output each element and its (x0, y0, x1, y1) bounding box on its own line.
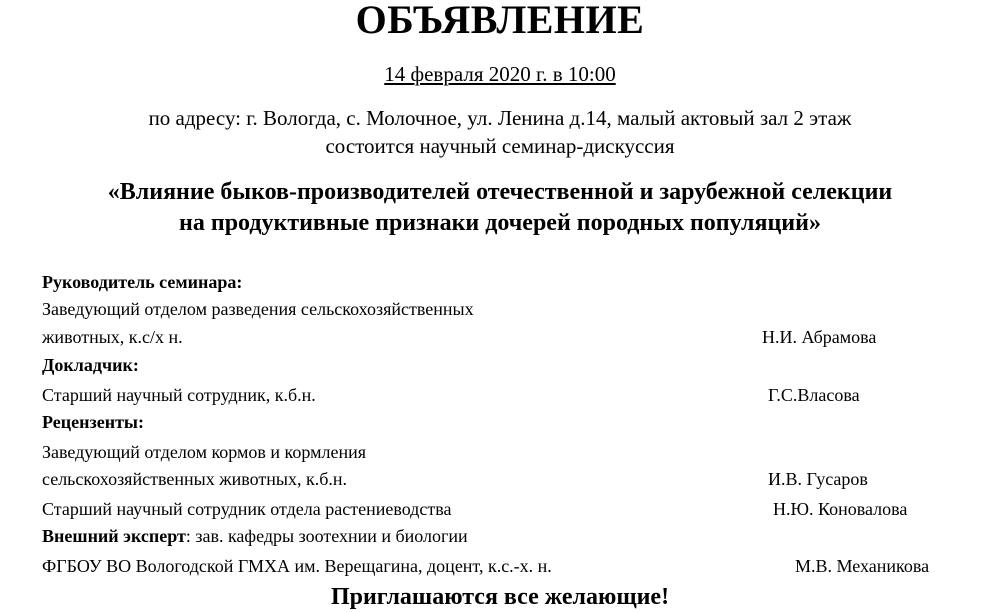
external-expert-name: М.В. Механикова (795, 556, 930, 576)
external-expert (42, 524, 468, 548)
seminar-head-position-2: животных, к.с/х н. (42, 327, 183, 347)
external-expert-position-2: ФГБОУ ВО Вологодской ГМХА им. Верещагина, доцент, к.с.-х. н. (42, 556, 552, 576)
invitation-footer: Приглашаются все желающие! (330, 584, 670, 610)
announcement-title: ОБЪЯВЛЕНИЕ (355, 0, 645, 42)
theme-line-1: «Влияние быков-производителей отечественной и зарубежной селекции (107, 179, 893, 205)
speaker-label: Докладчик: (42, 355, 139, 375)
reviewer-2-position: Старший научный сотрудник отдела растениеводства (42, 499, 452, 519)
external-expert-label: Внешний эксперт (42, 526, 186, 546)
theme-line-2: на продуктивные признаки дочерей породных популяций» (179, 210, 821, 236)
reviewers-label: Рецензенты: (42, 412, 144, 432)
event-date: 14 февраля 2020 г. в 10:00 (384, 62, 616, 86)
reviewer-2-name: Н.Ю. Коновалова (773, 499, 908, 519)
external-expert-position-1: : зав. кафедры зоотехнии и биологии (185, 526, 468, 546)
address-line: по адресу: г. Вологда, с. Молочное, ул. Ленина д.14, малый актовый зал 2 этаж (148, 106, 852, 130)
event-type-line: состоится научный семинар-дискуссия (325, 134, 675, 158)
reviewer-1-position-1: Заведующий отделом кормов и кормления (42, 442, 366, 462)
seminar-theme (0, 177, 1000, 239)
seminar-head-label: Руководитель семинара: (42, 272, 243, 292)
reviewer-1-name: И.В. Гусаров (768, 469, 868, 489)
speaker-name: Г.С.Власова (768, 385, 860, 405)
speaker-position: Старший научный сотрудник, к.б.н. (42, 385, 316, 405)
event-address (0, 104, 1000, 160)
reviewer-1-position-2: сельскохозяйственных животных, к.б.н. (42, 469, 348, 489)
seminar-head-name: Н.И. Абрамова (762, 327, 877, 347)
seminar-head-position-1: Заведующий отделом разведения сельскохозяйственных (42, 299, 474, 319)
